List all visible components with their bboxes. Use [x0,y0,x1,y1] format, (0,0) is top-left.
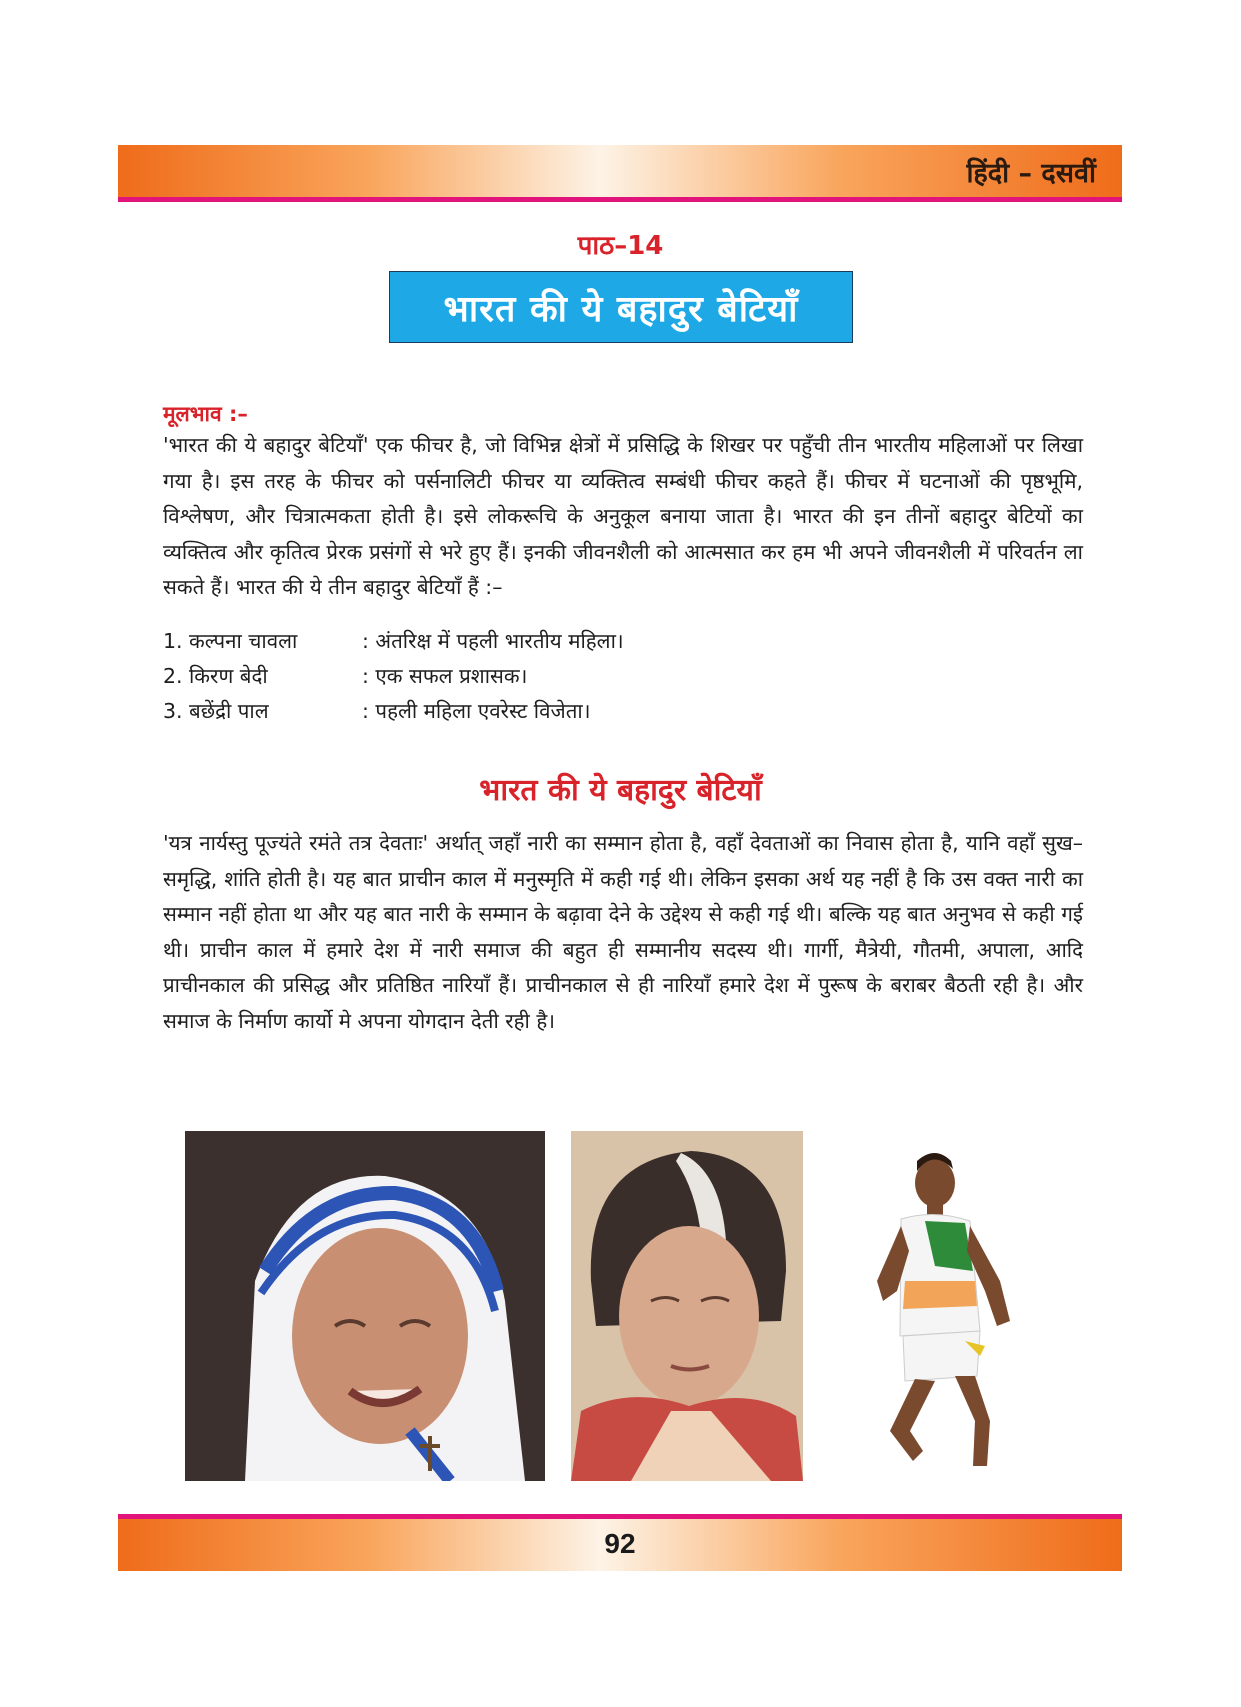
list-item-name: बछेंद्री पाल [189,698,269,723]
header-title: हिंदी – दसवीं [966,158,1096,189]
lesson-title-box [389,271,853,343]
main-paragraph: 'यत्र नार्यस्तु पूज्यंते रमंते तत्र देवताः' अर्थात् जहाँ नारी का सम्मान होता है, वहाँ देवताओं का निवास होता है, यानि वहाँ सुख–समृद्धि, शांति होती है। यह बात प्राचीन काल में मनुस्मृति में कही गई थी। लेकिन इसका अर्थ यह नहीं है कि उस वक्त नारी का सम्मान नहीं होता था और यह बात नारी के सम्मान के बढ़ावा देने के उद्देश्य से कही गई थी। बल्कि यह बात अनुभव से कही गई थी। प्राचीन काल में हमारे देश में नारी समाज की बहुत ही सम्मानीय सदस्य थी। गार्गी, मैत्रेयी, गौतमी, अपाला, आदि प्राचीनकाल की प्रसिद्ध और प्रतिष्ठित नारियाँ हैं। प्राचीनकाल से ही नारियाँ हमारे देश में पुरूष के बराबर बैठती रही है। और समाज के निर्माण कार्यो मे अपना योगदान देती रही है। [163,831,1083,1033]
list-item-description: : पहली महिला एवरेस्ट विजेता। [362,698,591,723]
page-number: 92 [604,1528,636,1559]
list-item-description: : एक सफल प्रशासक। [362,663,528,688]
portrait-photo-2 [571,1131,803,1481]
portrait-2-illustration [571,1131,803,1481]
footer-band [118,1519,1122,1571]
section-heading: भारत की ये बहादुर बेटियाँ [479,773,762,808]
portrait-1-illustration [185,1131,545,1481]
list-item-number: 3. [163,698,183,723]
list-item [163,623,963,658]
list-item-number: 1. [163,628,183,653]
list-item [163,658,963,693]
list-item [163,693,963,728]
header-band [118,145,1122,199]
list-item-description: : अंतरिक्ष में पहली भारतीय महिला। [362,628,624,653]
lesson-number: पाठ–14 [577,231,664,261]
athlete-photo [805,1131,1060,1481]
header-divider [118,197,1122,202]
list-item-name: कल्पना चावला [189,628,298,653]
athlete-illustration [805,1131,1060,1481]
summary-label: मूलभाव :– [163,402,248,426]
women-list [163,623,963,728]
list-item-number: 2. [163,663,183,688]
list-item-name: किरण बेदी [189,663,268,688]
portrait-photo-1 [185,1131,545,1481]
lesson-title: भारत की ये बहादुर बेटियाँ [443,288,799,330]
summary-paragraph: 'भारत की ये बहादुर बेटियाँ' एक फीचर है, जो विभिन्न क्षेत्रों में प्रसिद्धि के शिखर पर पहुँची तीन भारतीय महिलाओं पर लिखा गया है। इस तरह के फीचर को पर्सनालिटी फीचर या व्यक्तित्व सम्बंधी फीचर कहते हैं। फीचर में घटनाओं की पृष्ठभूमि, विश्लेषण, और चित्रात्मकता होती है। इसे लोकरूचि के अनुकूल बनाया जाता है। भारत की इन तीनों बहादुर बेटियों का व्यक्तित्व और कृतित्व प्रेरक प्रसंगों से भरे हुए हैं। इनकी जीवनशैली को आत्मसात कर हम भी अपने जीवनशैली में परिवर्तन ला सकते हैं। भारत की ये तीन बहादुर बेटियाँ हैं :– [163,433,1083,599]
